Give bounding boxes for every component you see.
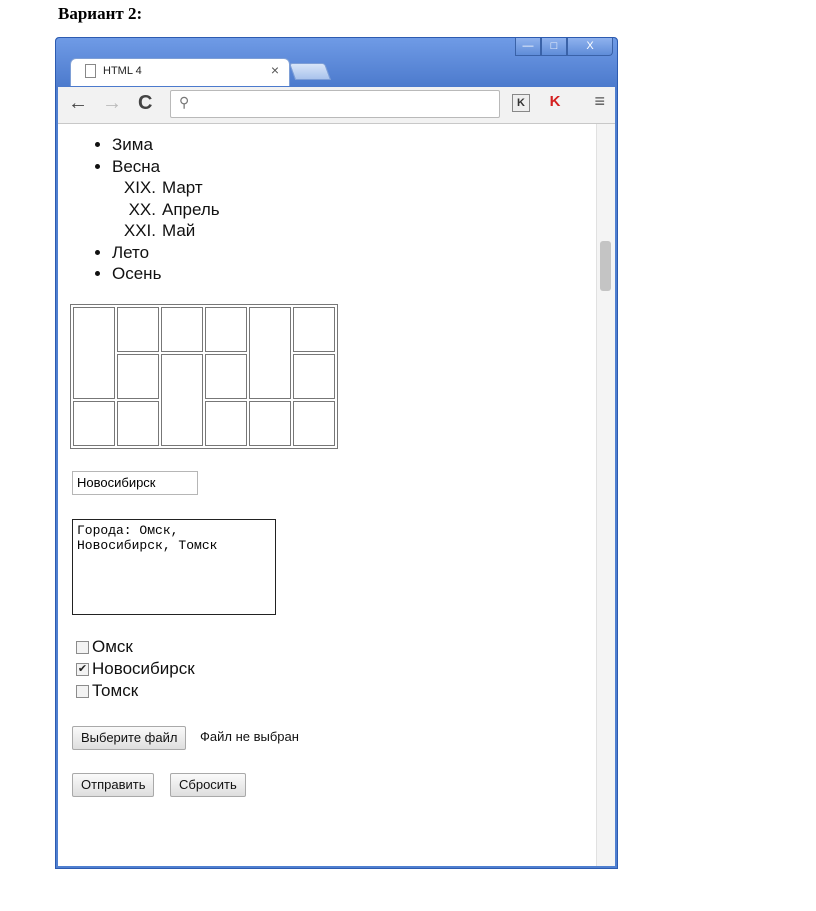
menu-icon[interactable]: ≡ (594, 91, 605, 111)
scrollbar-thumb[interactable] (600, 241, 611, 291)
table-cell (293, 401, 335, 446)
checkbox-omsk[interactable] (76, 641, 89, 654)
reload-icon[interactable]: C (138, 92, 153, 114)
table-cell (205, 401, 247, 446)
months-list (112, 177, 220, 242)
address-bar[interactable] (170, 90, 500, 118)
document-icon (85, 64, 96, 78)
page-heading: Вариант 2: (58, 4, 143, 23)
browser-window (55, 37, 618, 869)
table-cell (117, 307, 159, 352)
checkbox-novosibirsk[interactable]: ✔ (77, 662, 88, 675)
tab-html4[interactable] (70, 58, 290, 86)
table-cell (293, 354, 335, 399)
checkbox-row-novosibirsk[interactable] (76, 658, 195, 680)
window-controls (515, 38, 613, 56)
reset-button[interactable]: Сбросить (170, 773, 246, 797)
page-content (58, 124, 615, 866)
city-checkboxes (76, 636, 195, 702)
table-cell (205, 307, 247, 352)
file-status: Файл не выбран (200, 729, 299, 744)
cities-textarea[interactable]: Города: Омск, Новосибирск, Томск (72, 519, 276, 615)
kaspersky-icon[interactable]: K (549, 93, 561, 110)
maximize-button[interactable]: □ (541, 38, 567, 56)
forward-arrow-icon[interactable]: → (102, 92, 122, 114)
extension-k-icon[interactable]: K (512, 94, 530, 112)
layout-table (70, 304, 338, 449)
month-number: XX. (128, 199, 156, 219)
checkbox-row-omsk[interactable] (76, 636, 195, 658)
table-cell (73, 401, 115, 446)
month-number: XXI. (123, 221, 156, 240)
vertical-scrollbar[interactable] (596, 124, 615, 866)
table-cell (249, 401, 291, 446)
back-arrow-icon[interactable]: ← (68, 92, 88, 114)
table-cell (161, 307, 203, 352)
list-item (112, 220, 220, 242)
table-cell (293, 307, 335, 352)
table-cell (161, 354, 203, 446)
new-tab-button[interactable] (289, 63, 331, 80)
submit-button[interactable]: Отправить (72, 773, 154, 797)
close-window-button[interactable]: X (567, 38, 613, 56)
city-input[interactable]: Новосибирск (72, 471, 198, 495)
checkbox-label: Томск (92, 681, 139, 700)
checkbox-tomsk[interactable] (76, 685, 89, 698)
month-name: Апрель (162, 199, 220, 219)
list-item: • Осень (112, 263, 220, 285)
month-name: Май (162, 221, 196, 240)
table-cell (73, 307, 115, 399)
month-number: XIX. (123, 178, 156, 197)
list-item: • Лето (112, 242, 220, 264)
tab-title: HTML 4 (103, 65, 142, 77)
seasons-list (72, 134, 220, 285)
list-item (112, 199, 220, 221)
list-item (112, 156, 220, 242)
checkbox-label: Новосибирск (92, 659, 195, 678)
list-item-label: Весна (112, 156, 161, 176)
table-cell (249, 307, 291, 399)
table-cell (117, 354, 159, 399)
list-item: • Зима (112, 134, 220, 156)
search-icon: ⚲ (179, 94, 190, 110)
minimize-button[interactable]: — (515, 38, 541, 56)
table-cell (205, 354, 247, 399)
checkbox-label: Омск (92, 637, 133, 656)
browser-toolbar (58, 87, 615, 124)
table-cell (117, 401, 159, 446)
checkbox-row-tomsk[interactable] (76, 680, 195, 702)
window-title-bar (56, 38, 617, 90)
month-name: Март (162, 178, 203, 197)
list-item (112, 177, 220, 199)
choose-file-button[interactable]: Выберите файл (72, 726, 186, 750)
tab-close-icon[interactable]: × (270, 62, 279, 78)
